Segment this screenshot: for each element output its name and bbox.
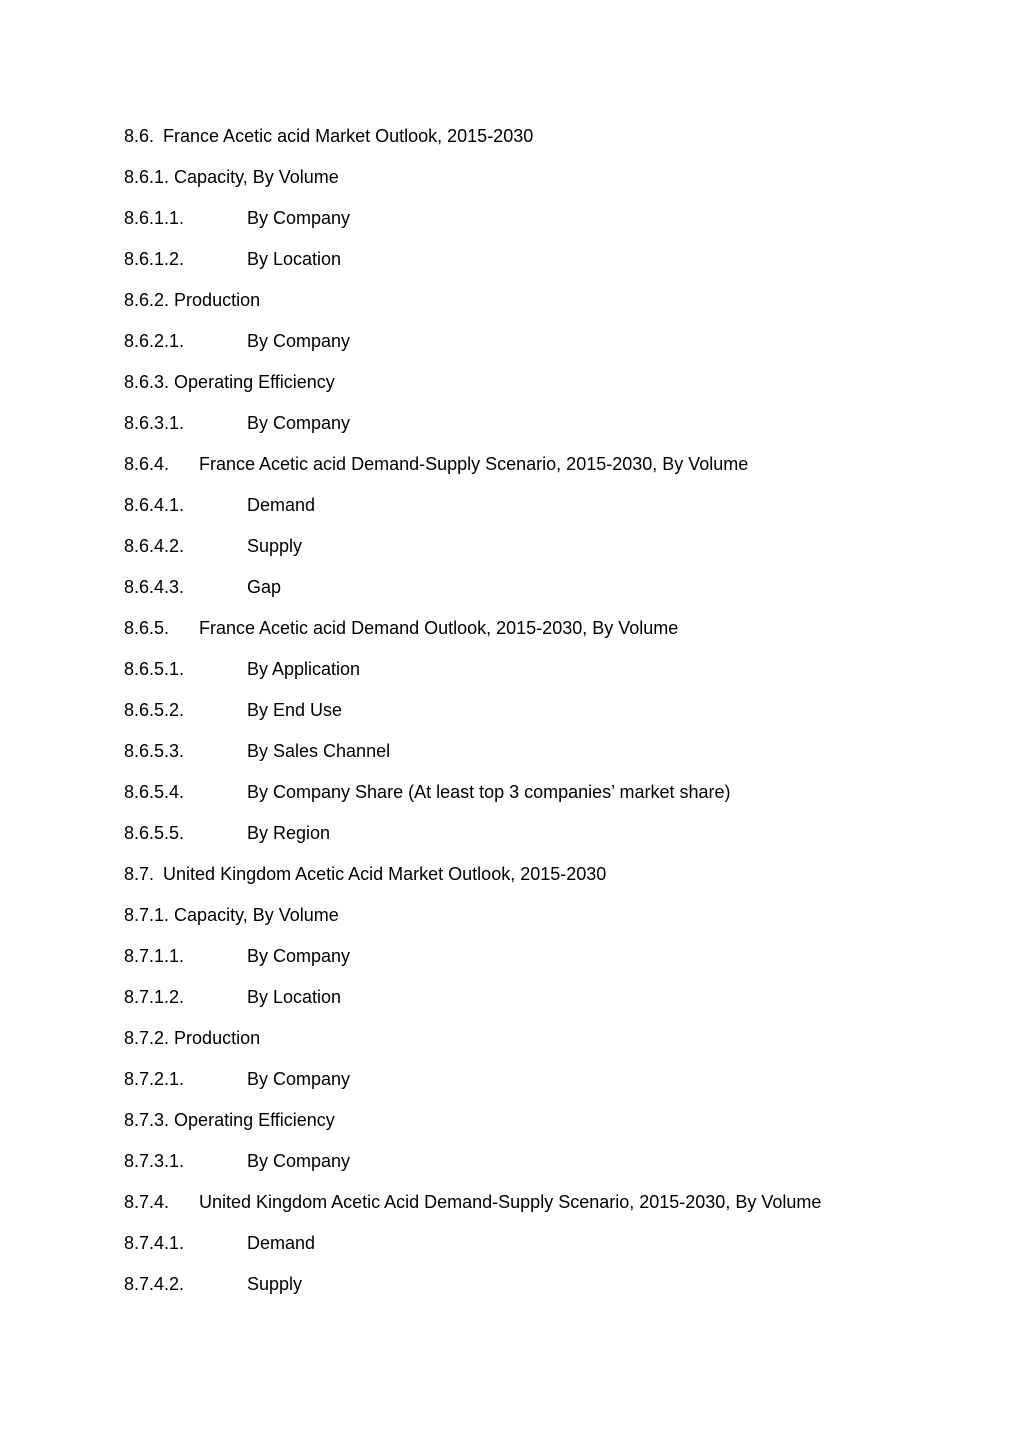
- toc-entry: [124, 1191, 984, 1232]
- toc-entry-number: 8.6.1.1.: [124, 208, 185, 228]
- toc-entry-title: Operating Efficiency: [174, 372, 335, 392]
- toc-entry: [124, 166, 984, 207]
- toc-entry-title: By Company: [247, 946, 351, 966]
- toc-entry: [124, 1068, 984, 1109]
- toc-entry-title: United Kingdom Acetic Acid Market Outlook, 2015-2030: [163, 864, 607, 884]
- toc-entry-number: 8.7.1.2.: [124, 987, 185, 1007]
- toc-entry-number: 8.7.2.: [124, 1028, 170, 1048]
- toc-entry: [124, 207, 984, 248]
- toc-entry: [124, 781, 984, 822]
- toc-entry-number: 8.6.5.4.: [124, 782, 185, 802]
- toc-entry: [124, 248, 984, 289]
- toc-entry-number: 8.6.4.2.: [124, 536, 185, 556]
- toc-entry: [124, 125, 984, 166]
- toc-entry-number: 8.6.1.: [124, 167, 170, 187]
- toc-entry-title: By Company: [247, 1151, 351, 1171]
- toc-entry: [124, 822, 984, 863]
- toc-entry-title: By Location: [247, 987, 342, 1007]
- toc-entry-title: Production: [174, 1028, 261, 1048]
- toc-entry-number: 8.7.1.: [124, 905, 170, 925]
- toc-entry: [124, 1273, 984, 1314]
- toc-entry-number: 8.7.3.: [124, 1110, 170, 1130]
- toc-entry-number: 8.6.: [124, 126, 155, 146]
- toc-entry-number: 8.6.4.3.: [124, 577, 185, 597]
- toc-entry-number: 8.6.5.: [124, 618, 170, 638]
- toc-entry: [124, 330, 984, 371]
- toc-entry-number: 8.7.: [124, 864, 155, 884]
- toc-entry-title: Capacity, By Volume: [174, 167, 339, 187]
- toc-entry: [124, 453, 984, 494]
- toc-entry: [124, 1232, 984, 1273]
- toc-entry-title: By Company: [247, 208, 351, 228]
- toc-entry-number: 8.6.3.: [124, 372, 170, 392]
- toc-entry: [124, 863, 984, 904]
- toc-entry-title: France Acetic acid Demand Outlook, 2015-2030, By Volume: [199, 618, 679, 638]
- toc-entry: [124, 535, 984, 576]
- toc-entry: [124, 617, 984, 658]
- toc-entry-number: 8.7.1.1.: [124, 946, 185, 966]
- toc-entry: [124, 740, 984, 781]
- toc-entry: [124, 986, 984, 1027]
- toc-entry-title: Demand: [247, 1233, 316, 1253]
- toc-entry-title: Supply: [247, 536, 303, 556]
- toc-entry: [124, 945, 984, 986]
- toc-entry: [124, 412, 984, 453]
- toc-entry-title: By Sales Channel: [247, 741, 391, 761]
- toc-entry: [124, 904, 984, 945]
- toc-entry-number: 8.6.2.: [124, 290, 170, 310]
- toc-entry-number: 8.6.5.1.: [124, 659, 185, 679]
- toc-entry-number: 8.6.5.2.: [124, 700, 185, 720]
- toc-entry-title: By End Use: [247, 700, 343, 720]
- toc-entry-number: 8.7.4.1.: [124, 1233, 185, 1253]
- toc-entry-title: By Location: [247, 249, 342, 269]
- table-of-contents: [124, 125, 984, 1314]
- toc-entry-title: France Acetic acid Demand-Supply Scenario, 2015-2030, By Volume: [199, 454, 749, 474]
- toc-entry-number: 8.6.5.3.: [124, 741, 185, 761]
- toc-entry-title: By Company: [247, 413, 351, 433]
- toc-entry-title: United Kingdom Acetic Acid Demand-Supply Scenario, 2015-2030, By Volume: [199, 1192, 822, 1212]
- toc-entry-title: By Application: [247, 659, 361, 679]
- toc-entry: [124, 658, 984, 699]
- toc-entry-number: 8.6.5.5.: [124, 823, 185, 843]
- toc-entry: [124, 1109, 984, 1150]
- toc-entry-title: By Region: [247, 823, 331, 843]
- toc-entry-title: Gap: [247, 577, 282, 597]
- toc-entry-title: Supply: [247, 1274, 303, 1294]
- toc-entry-title: By Company: [247, 331, 351, 351]
- toc-entry-number: 8.6.2.1.: [124, 331, 185, 351]
- toc-entry-number: 8.7.4.2.: [124, 1274, 185, 1294]
- toc-entry-number: 8.6.4.1.: [124, 495, 185, 515]
- toc-entry: [124, 494, 984, 535]
- toc-entry: [124, 1027, 984, 1068]
- toc-entry: [124, 699, 984, 740]
- toc-entry-title: By Company Share (At least top 3 companies’ market share): [247, 782, 731, 802]
- toc-entry-title: Operating Efficiency: [174, 1110, 335, 1130]
- toc-entry: [124, 371, 984, 412]
- toc-entry: [124, 289, 984, 330]
- toc-entry-title: Capacity, By Volume: [174, 905, 339, 925]
- toc-entry: [124, 576, 984, 617]
- toc-entry-number: 8.7.2.1.: [124, 1069, 185, 1089]
- toc-entry-title: By Company: [247, 1069, 351, 1089]
- toc-entry-number: 8.6.3.1.: [124, 413, 185, 433]
- toc-entry-number: 8.6.1.2.: [124, 249, 185, 269]
- toc-entry-title: Demand: [247, 495, 316, 515]
- toc-entry-number: 8.7.4.: [124, 1192, 170, 1212]
- toc-entry: [124, 1150, 984, 1191]
- toc-entry-number: 8.7.3.1.: [124, 1151, 185, 1171]
- toc-entry-title: France Acetic acid Market Outlook, 2015-2030: [163, 126, 534, 146]
- toc-entry-number: 8.6.4.: [124, 454, 170, 474]
- toc-entry-title: Production: [174, 290, 261, 310]
